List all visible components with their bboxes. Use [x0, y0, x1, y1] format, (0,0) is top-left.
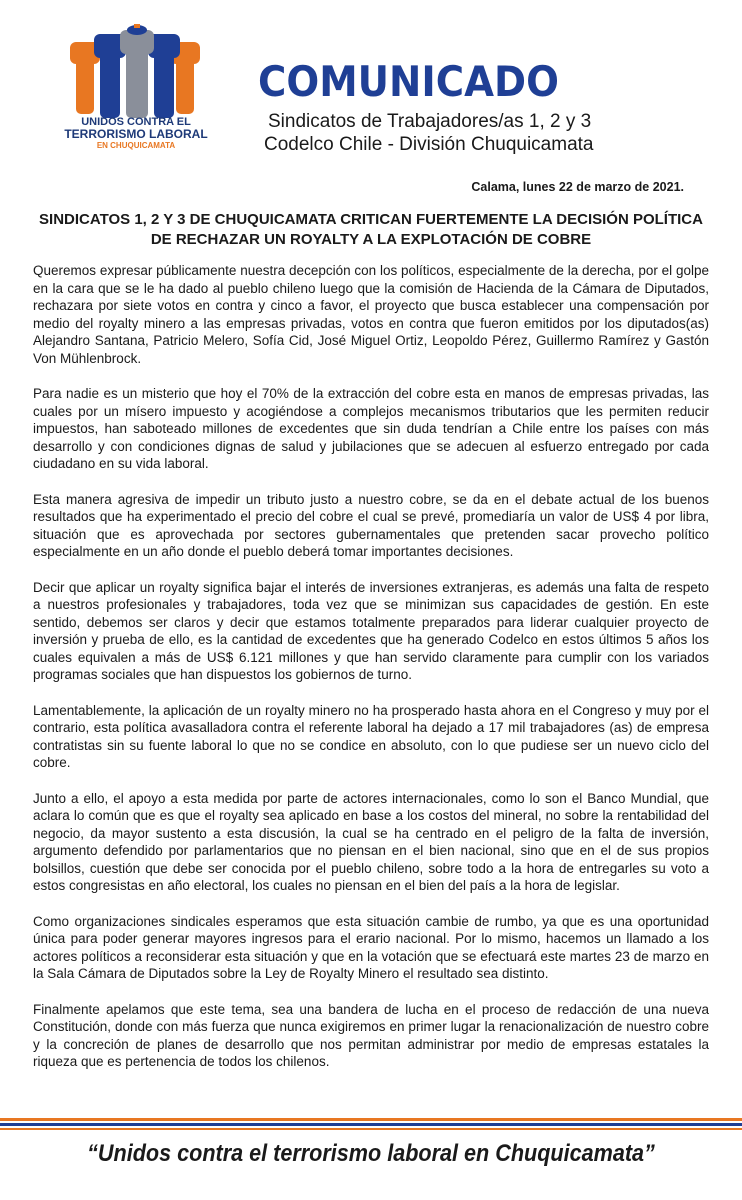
- paragraph: Como organizaciones sindicales esperamos que esta situación cambie de rumbo, ya que es una oportunidad única para poder generar mayores ingresos para el erario nacional. Por lo mismo, hacemos un llamado a los actores políticos a reconsiderar esta situación y que en la votación que se efectuará este martes 23 de marzo en la Sala Cámara de Diputados sobre la Ley de Royalty Minero el resultado sea distinto.: [33, 913, 709, 981]
- logo-line1: UNIDOS CONTRA EL: [81, 116, 191, 128]
- footer-slogan: “Unidos contra el terrorismo laboral en Chuquicamata”: [87, 1140, 655, 1167]
- union-logo: [56, 24, 216, 162]
- logo-line3: EN CHUQUICAMATA: [96, 141, 176, 150]
- paragraph: Esta manera agresiva de impedir un tributo justo a nuestro cobre, se da en el debate actual de los buenos resultados que ha experimentado el precio del cobre el cual se prevé, promediaría un valor de US$ 4 por libra, situación que es aprovechada por sectores gubernamentales que pretenden sacar provecho político especialmente en un año donde el pueblo deberá tomar importantes decisiones.: [33, 491, 709, 559]
- paragraph: Finalmente apelamos que este tema, sea una bandera de lucha en el proceso de redacción de una nueva Constitución, donde con más fuerza que nunca exigiremos en primer lugar la renacionalización de nuestro cobre y la concreción de planes de desarrollo que nos permitan administrar por medio de empresas estatales la riqueza que es pertenencia de todos los chilenos.: [33, 1001, 709, 1069]
- footer-divider-orange: [0, 1118, 742, 1121]
- paragraph: Queremos expresar públicamente nuestra decepción con los políticos, especialmente de la derecha, por el golpe en la cara que se le ha dado al pueblo chileno luego que la comisión de Hacienda de la Cámara de Diputados, rechazara por siete votos en contra y cinco a favor, el proyecto que busca establecer una compensación por medio del royalty minero a las empresas privadas, votos en contra que fueron emitidos por los diputados(as) Alejandro Santana, Patricio Melero, Sofía Cid, José Miguel Ortiz, Leopoldo Pérez, Guillermo Ramírez y Gastón Von Mühlenbrock.: [33, 263, 709, 366]
- paragraph: Decir que aplicar un royalty significa bajar el interés de inversiones extranjeras, es además una falta de respeto a nuestros profesionales y trabajadores, toda vez que se minimizan sus capacidades de gestión. En este sentido, debemos ser claros y decir que estamos totalmente preparados para liderar cualquier proyecto de inversión y prueba de ello, es la cantidad de excedentes que ha generado Codelco en estos últimos 5 años los cuales equivalen a más de US$ 6.121 millones y que han servido claramente para cumplir con los variados programas sociales que han dispuestos los gobiernos de turno.: [33, 579, 709, 682]
- logo-line2: TERRORISMO LABORAL: [64, 127, 208, 141]
- paragraph: Para nadie es un misterio que hoy el 70% de la extracción del cobre esta en manos de empresas privadas, las cuales por un mísero impuesto y acogiéndose a complejos mecanismos tributarios que les permiten reducir impuestos, han saboteado millones de excedentes que sin duda tendrían a Chile entre los países con más desarrollo y con condiciones dignas de salud y jubilaciones que se adecuen al esfuerzo entregado por cada ciudadano en su vida laboral.: [33, 386, 709, 471]
- paragraph: Lamentablemente, la aplicación de un royalty minero no ha prosperado hasta ahora en el Congreso y muy por el contrario, esta política avasalladora contra el referente laboral ha dejado a 17 mil trabajadores (as) de empresa contratistas sin su fuente laboral lo que no se condice en absoluto, con lo que pudiese ser un nuevo ciclo del cobre.: [33, 702, 709, 770]
- page-title: COMUNICADO: [258, 57, 559, 106]
- dateline: Calama, lunes 22 de marzo de 2021.: [471, 180, 684, 194]
- subtitle-line1: Sindicatos de Trabajadores/as 1, 2 y 3: [268, 111, 592, 132]
- headline: SINDICATOS 1, 2 Y 3 DE CHUQUICAMATA CRITICAN FUERTEMENTE LA DECISIÓN POLÍTICA DE RECHAZAR UN ROYALTY A LA EXPLOTACIÓN DE COBRE: [39, 211, 703, 248]
- title-block: [258, 58, 698, 156]
- statement-body: [33, 262, 709, 1089]
- raised-fists-logo-icon: [56, 24, 216, 120]
- letterhead: [0, 0, 742, 180]
- footer-divider-blue: [0, 1123, 742, 1126]
- subtitle-line2: Codelco Chile - División Chuquicamata: [264, 134, 594, 155]
- paragraph: Junto a ello, el apoyo a esta medida por parte de actores internacionales, como lo son el Banco Mundial, que aclara lo común que es que el royalty sea aplicado en base a los costos del mineral, no sobre la rentabilidad del negocio, da mayor sustento a esta discusión, la cual se ha centrado en el peligro de la falta de inversión, argumento defendido por parlamentarios que no piensan en el bien nacional, sino que en el de sus propios bolsillos, cuestión que debe ser conocida por el pueblo chileno, sobre todo a la hora de entregarles su voto a estos congresistas en año electoral, los cuales no piensan en el bien del país a la hora de legislar.: [33, 790, 709, 893]
- footer-divider-orange-thin: [0, 1128, 742, 1130]
- logo-text: [56, 116, 216, 152]
- subtitle: [258, 110, 698, 156]
